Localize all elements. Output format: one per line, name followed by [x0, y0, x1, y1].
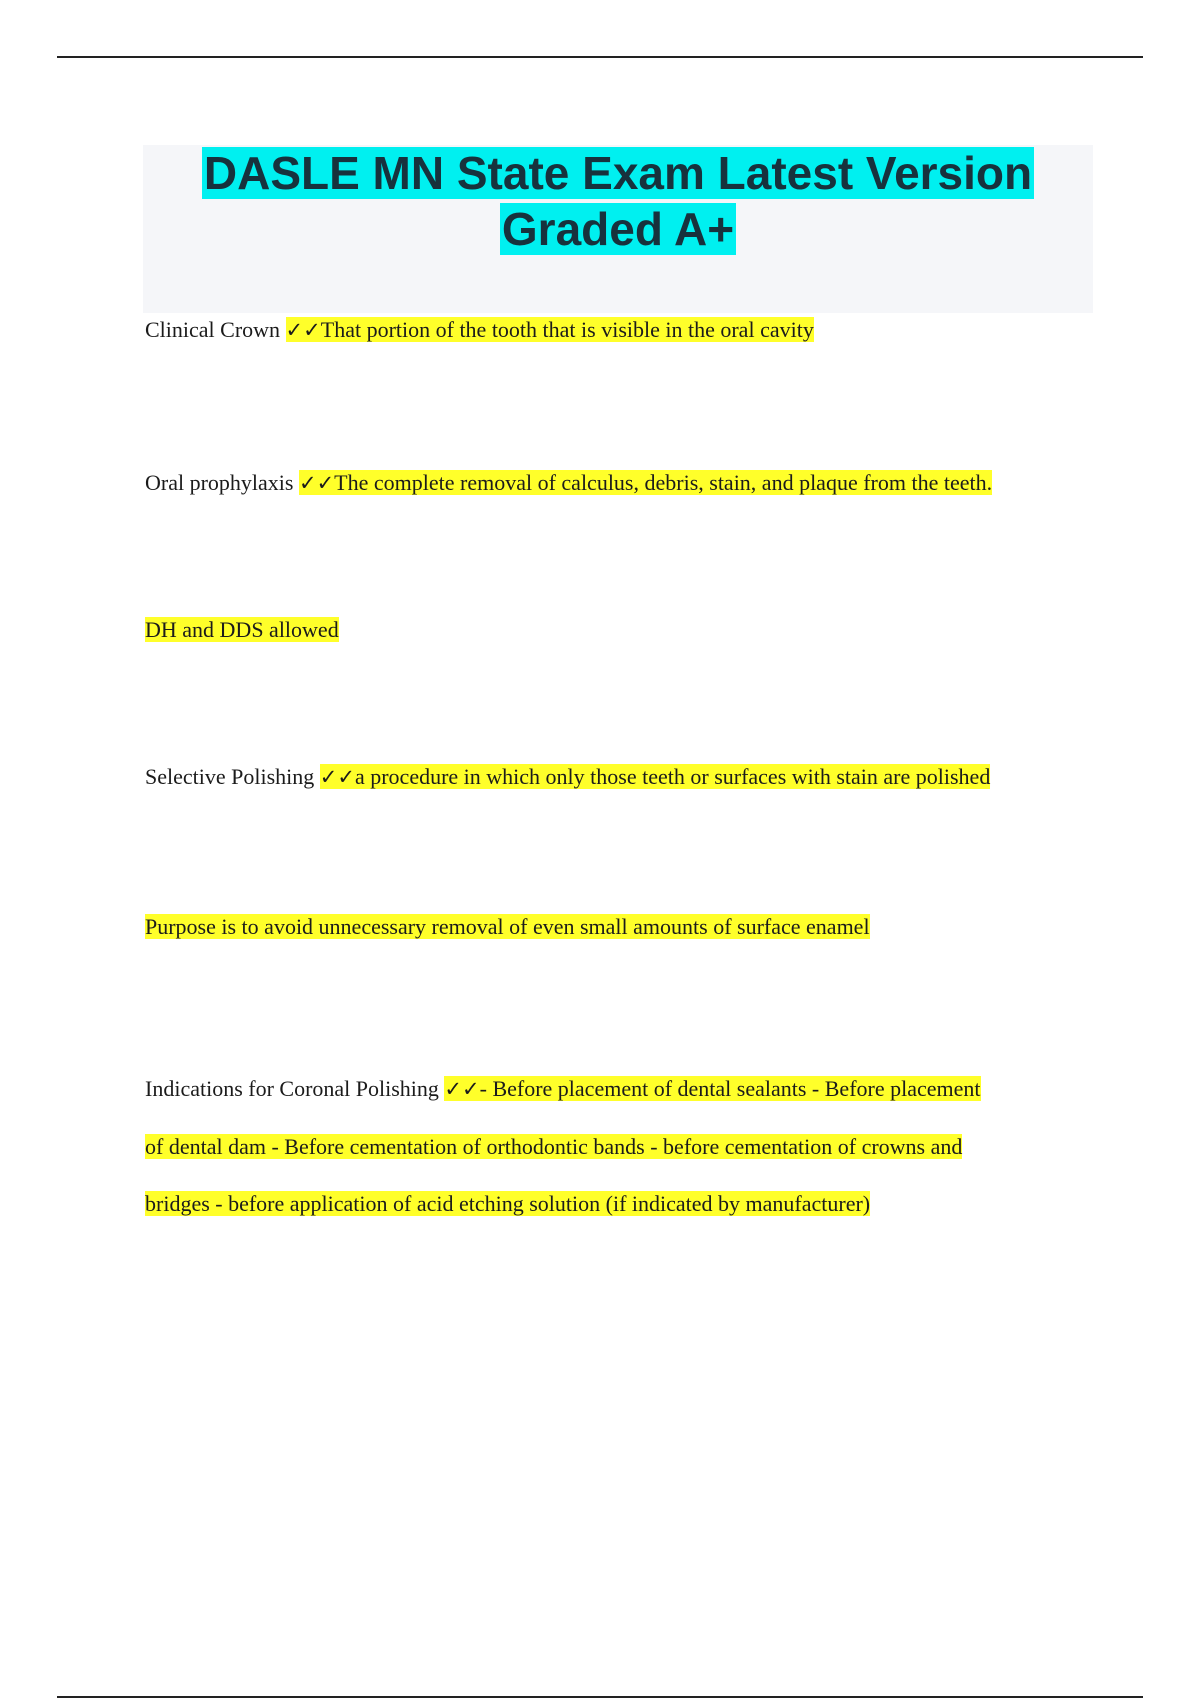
top-rule: [57, 56, 1143, 58]
entry-definition-highlight: [286, 317, 814, 342]
entry-note: Purpose is to avoid unnecessary removal of even small amounts of surface enamel: [145, 914, 870, 939]
bottom-rule: [57, 1696, 1143, 1698]
title-line-1: DASLE MN State Exam Latest Version: [203, 147, 1033, 199]
title-block: [143, 145, 1093, 313]
entry-definition: a procedure in which only those teeth or surfaces with stain are polished: [354, 764, 991, 789]
check-marks-icon: ✓✓: [319, 765, 355, 789]
entry-term: Indications for Coronal Polishing: [145, 1076, 445, 1101]
entry-note-allowed: [145, 615, 1085, 645]
entry-definition-line-1: - Before placement of dental sealants - Before placement: [479, 1076, 981, 1101]
check-marks-icon: ✓✓: [298, 471, 335, 495]
entry-coronal-polishing: [145, 1060, 1085, 1232]
entry-definition-highlight: [444, 1076, 980, 1101]
entry-definition-line-2: of dental dam - Before cementation of orthodontic bands - before cementation of crowns and: [145, 1134, 963, 1159]
entry-definition: That portion of the tooth that is visible in the oral cavity: [320, 317, 814, 342]
entry-clinical-crown: [145, 315, 1085, 345]
document-title: [143, 145, 1093, 257]
entry-definition-line-3: bridges - before application of acid etching solution (if indicated by manufacturer): [145, 1191, 871, 1216]
entry-term: Clinical Crown: [145, 317, 286, 342]
entry-definition: The complete removal of calculus, debris, stain, and plaque from the teeth.: [334, 470, 993, 495]
entry-selective-polishing: [145, 762, 1085, 792]
entry-oral-prophylaxis: [145, 468, 1085, 498]
entry-term: Oral prophylaxis: [145, 470, 299, 495]
check-marks-icon: ✓✓: [285, 318, 321, 342]
entry-note: DH and DDS allowed: [145, 617, 339, 642]
entry-note-purpose: [145, 912, 1085, 942]
entry-term: Selective Polishing: [145, 764, 320, 789]
check-marks-icon: ✓✓: [444, 1077, 480, 1101]
entry-definition-highlight: [299, 470, 992, 495]
title-line-2: Graded A+: [501, 203, 735, 255]
entry-definition-highlight: [320, 764, 991, 789]
